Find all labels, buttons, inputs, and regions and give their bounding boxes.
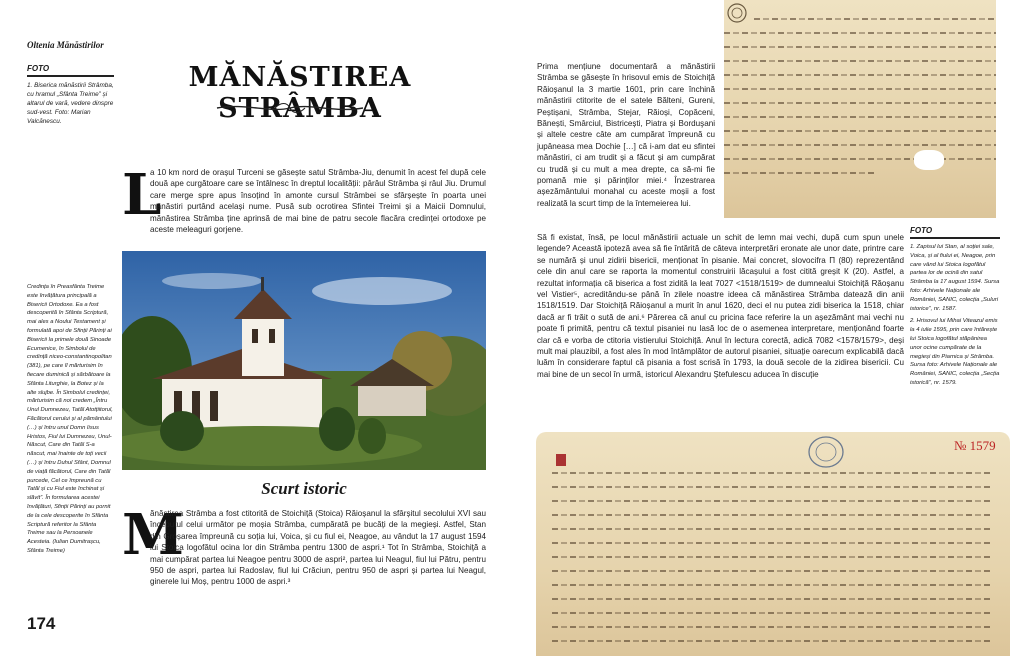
- foto-heading: FOTO: [27, 64, 50, 73]
- sidebar-quote: Credința în Preasfânta Treime este învățătura principală a Bisericii Ortodoxe. Ea a fost descoperită în Sfânta Scriptură, mai ales a Noului Testament și formulată apoi de Sfinții Părinți ai Bisericii la primele două Sinoade Ecumenice, în Simbolul de credință niceo-constantinopolitan (381), pe care îl mărturisim în fiecare duminică și sărbătoare la Sfânta Liturghie, la Botez și la alte slujbe. În Simbolul credinței, mărturisim că noi credem „Întru Unul Dumnezeu, Tatăl Atotțiitorul, Făcătorul cerului și al pământului (…) și întru unul Domn Iisus Hristos, Fiul lui Dumnezeu, Unul-Născut, Care din Tatăl S-a născut, mai înainte de toți vecii (…) și întru Duhul Sfânt, Domnul de viață făcătorul, Care din Tatăl purcede, Cel ce împreună cu Tatăl și cu Fiul este închinat și slăvit”. În formularea acestei învățături, Sfinții Părinți au pornit de la cele descoperite în Sfânta Scriptură referitor la Sfânta Treime sau la Persoanele Acesteia. (Iulian Dumitrașcu, Sfânta Treime): [27, 284, 113, 554]
- title-ornament-icon: [215, 101, 365, 115]
- foto-rule: [27, 75, 114, 77]
- page-number: 174: [27, 614, 56, 633]
- foto-caption-2: 2. Hrisovul lui Mihai Viteazul emis la 4 iulie 1595, prin care întărește lui Stoica logofătul stăpânirea unor ocine cumpărate de la megieși din Piarnica și Strâmba. Sursa foto: Arhivele Naționale ale României, SANIC, colecția „Secția istorică”, nr. 1579.: [910, 318, 1000, 386]
- manuscript-hole: [914, 150, 944, 170]
- foto-sidebar-left: [27, 64, 114, 126]
- right-wide-paragraph: Să fi existat, însă, pe locul mănăstirii actuale un schit de lemn mai vechi, după cum spun unele legende? Această ipoteză avea să fie întărită de câteva interpretări eronate ale unor date, printre care se numără și unul zidirii bisericii, menționat în pisanie. Mai concret, slovocifra П (80) reprezentând cele din anul care se raporta la momentul construirii lăcașului a fost citită greșit К (20). Astfel, a rezultat informația că biserica a fost zidită la leat 7027 <1518/1519> de dumnealui Stoichiță Răoșanu vel Vistier⁵, acreditându-se până în zilele noastre ideea că mănăstirea Strâmba datează din anii 1518/1519. Dar Stoichiță Răioșanul a murit în anul 1620, deci el nu putea zidi biserica la 1518, chiar dacă ar fi trăit o sută de ani.⁶ Părerea că anul cu pricina face referire la un așezământ mai vechi nu poate fi primită, pentru că textul pisaniei nu lasă loc de o asemenea interpretare, menționând foarte clar că e vorba de ctitoria vistierului Stoichiță. Anul în lectura corectă, adică 7082 <1578/1579>, deși mult mai plauzibil, a fost ales în mod întâmplător de autorul pisaniei, situație oarecum explicabilă dacă luăm în considerare faptul că pisania a fost scrisă în 1793, la două secole de la zidirea bisericii. Cu mai bine de un secol în urmă, istoricul Alexandru Ștefulescu aducea în discuție: [537, 233, 904, 379]
- red-initial: [556, 454, 566, 466]
- foto-caption: 1. Biserica mănăstirii Strâmba, cu hramul „Sfânta Treime” și altarul de vară, vedere dinspre sud-vest. Foto: Marian Valcănescu.: [27, 82, 114, 125]
- foto-caption-1: 1. Zapisul lui Stan, al soției sale, Voica, și al fiului ei, Neagoe, prin care vând lui Stoica logofătul partea lor de ocină din satul Strâmba la 17 august 1594. Sursa foto: Arhivele Naționale ale României, SANIC, colecția „Suluri istorice”, nr. 1587.: [910, 244, 1000, 312]
- subheading-scurt-istoric: Scurt istoric: [261, 479, 347, 498]
- intro-paragraph: a 10 km nord de orașul Turceni se găsește satul Strâmba-Jiu, denumit în acest fel după cele două ape curgătoare care se întâlnesc în dreptul localității: pârâul Strâmba și râul Jiu. Drumul care merge spre apus însoțind în amonte cursul Strâmbei se sfârșește în poarta unei mănăstiri purtând același nume. Pusă sub ocrotirea Sfintei Treimi și a Maicii Domnului, mănăstirea Strâmba ține aprinsă de mai bine de patru secole flacăra credinței ortodoxe pe aceste meleaguri gorjene.: [150, 168, 486, 235]
- manuscript-photo-bottom: [536, 432, 1010, 656]
- history-paragraph: ănăstirea Strâmba a fost ctitorită de Stoichiță (Stoica) Răioșanul la sfârșitul secolului XVI sau începutul celui următor pe moșia Strâmba, cumpărată pe bucăți de la megieși. Astfel, Stan din Groșarea împreună cu soția lui, Voica, și cu fiul ei, Neagoe, au vândut la 17 august 1594 lui Stoica logofătul ocina lor din Strâmba pentru 1300 de aspri.¹ Tot în Strâmba, Stoichiță a mai cumpărat partea lui Neagoe pentru 3000 de aspri², partea lui Neagul, fiul lui Pătru, pentru 950 de aspri, partea lui Radoslav, fiul lui Crăciun, pentru 950 de aspri și partea lui Neagul, ginerele lui Moș, pentru 1000 de aspri.³: [150, 509, 486, 587]
- manuscript-photo-top: [724, 0, 996, 218]
- page-title: MĂNĂSTIREA STRÂMBA: [188, 62, 412, 124]
- seal-icon: [726, 2, 748, 24]
- section-header: Oltenia Mănăstirilor: [27, 40, 104, 50]
- foto-heading-right: FOTO: [910, 226, 933, 235]
- history-dropcap: M: [122, 502, 184, 568]
- intro-dropcap: L: [122, 162, 162, 228]
- manuscript-number: № 1579: [954, 438, 996, 453]
- foto-sidebar-right: [910, 226, 1000, 388]
- church-photo: [122, 251, 486, 470]
- right-column-paragraph: Prima mențiune documentară a mănăstirii Strâmba se găsește în hrisovul emis de Stoichiță Răioșanul la 3 martie 1601, prin care închină mănăstirii ctitorite de el satele Bălteni, Gureni, Peștișani, Strâmba, Stejar, Răioși, Copăceni, Bănești, Smârciul, Bistricești, Piatra și Borduşani și altele cestre câte am cumpărat împreună cu jupâneasa mea Dochie […] că i-am dat eu sfintei mănăstiri, ci am trudit și a făcut și am cumpărat cu trudă și cu mult a mea drepte, ca să-mi fie pomană mie și părinților miei.⁴ Înzestrarea așezământului monahal cu aceste moșii a fost realizată la scurt timp de la întemeierea lui.: [537, 62, 715, 208]
- stamp-icon: [806, 434, 846, 470]
- foto-rule-right: [910, 237, 1000, 239]
